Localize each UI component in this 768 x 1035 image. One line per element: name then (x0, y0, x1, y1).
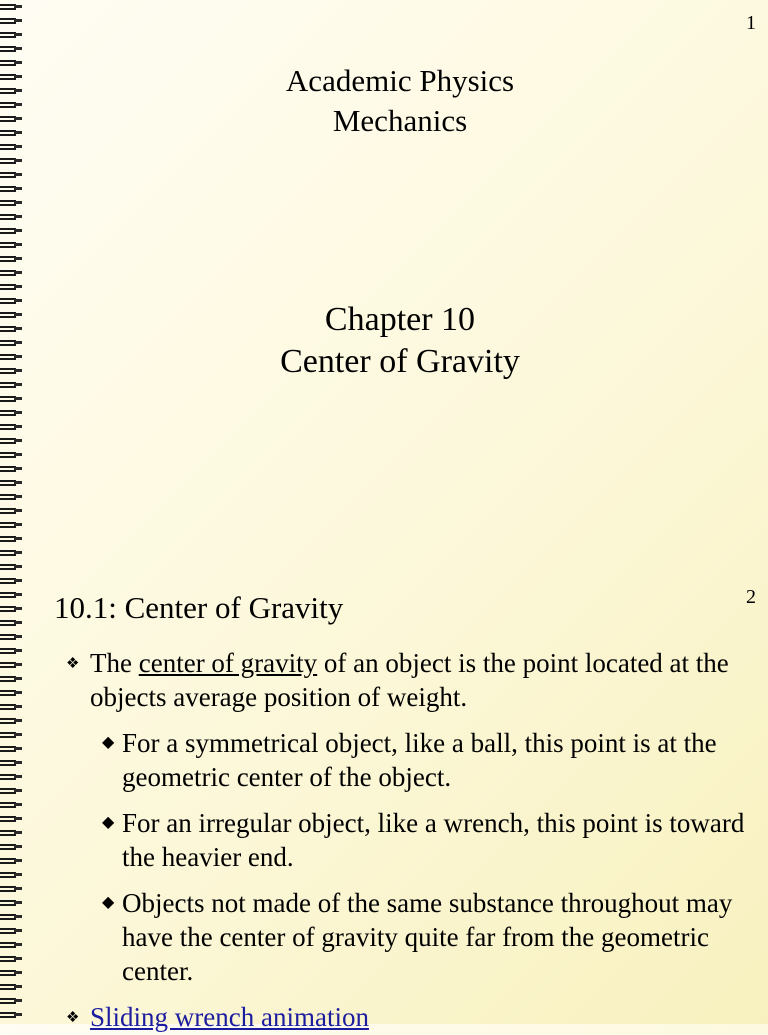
section-heading: 10.1: Center of Gravity (54, 590, 344, 625)
black-diamond-bullet-icon: ◆ (102, 894, 115, 911)
sub-bullet-text: For an irregular object, like a wrench, this point is toward the heavier end. (122, 808, 745, 872)
bullet-text: of an object is the point located at the objects average position of weight. (90, 648, 729, 712)
chapter-title (0, 299, 768, 383)
sliding-wrench-animation-link[interactable]: Sliding wrench animation (90, 1002, 369, 1032)
chapter-title-line-1: Chapter 10 (324, 301, 476, 338)
sub-bullet-text: For a symmetrical object, like a ball, this point is at the geometric center of the object. (122, 728, 717, 792)
sub-bullet-item (64, 726, 754, 794)
key-term: center of gravity (138, 648, 318, 678)
slide-2 (0, 570, 768, 1032)
chapter-title-line-2: Center of Gravity (280, 343, 520, 380)
sub-bullet-item (64, 806, 754, 874)
black-diamond-bullet-icon: ◆ (102, 814, 115, 831)
diamond-outline-bullet-icon: ❖ (66, 1010, 80, 1026)
bullet-list (64, 646, 754, 1034)
bullet-item (64, 1000, 754, 1034)
sub-bullet-text: Objects not made of the same substance throughout may have the center of gravity quite far from the geometric center. (122, 888, 733, 986)
black-diamond-bullet-icon: ◆ (102, 734, 115, 751)
course-title (0, 61, 768, 141)
diamond-outline-bullet-icon: ❖ (66, 656, 80, 672)
bullet-item (64, 646, 754, 714)
bullet-prefix: The (90, 648, 139, 678)
course-title-line-1: Academic Physics (285, 63, 515, 98)
page-number: 1 (746, 12, 756, 34)
course-title-line-2: Mechanics (332, 103, 468, 138)
page-number: 2 (746, 586, 756, 608)
sub-bullet-item (64, 886, 754, 988)
